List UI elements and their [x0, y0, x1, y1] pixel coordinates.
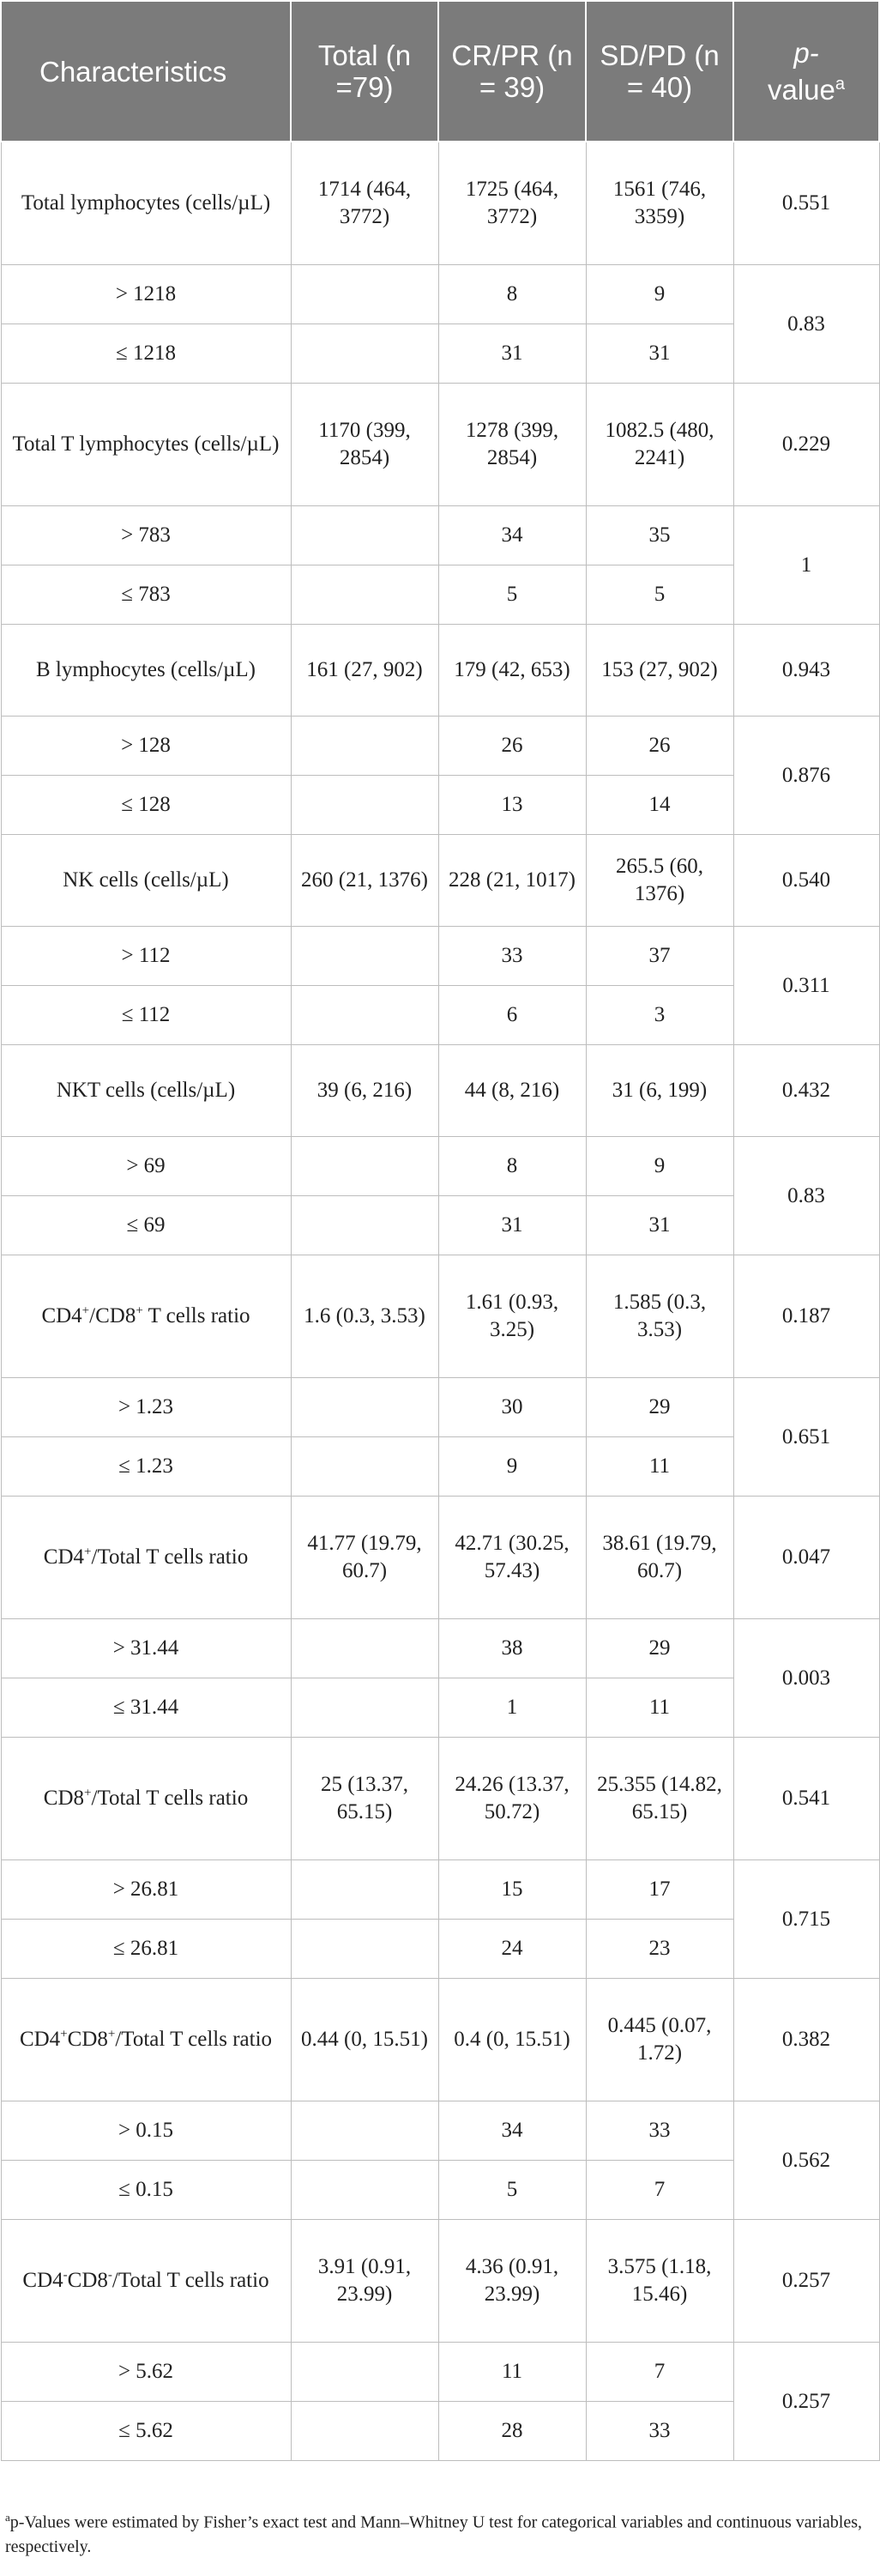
cell-total [291, 1678, 438, 1738]
cell-characteristic [1, 2161, 291, 2220]
cell-total [291, 2101, 438, 2161]
header-p-italic: p- [793, 37, 819, 69]
cell-characteristic [1, 1920, 291, 1979]
cell-sdpd: 1.585 (0.3, 3.53) [586, 1255, 733, 1378]
cell-sdpd: 11 [586, 1678, 733, 1738]
cell-total [291, 1437, 438, 1497]
cell-p-value: 0.540 [733, 835, 879, 927]
table-row [1, 835, 879, 927]
characteristic-sup: + [81, 1303, 90, 1318]
cell-characteristic [1, 1619, 291, 1678]
cell-characteristic [1, 1045, 291, 1137]
characteristic-label: > 31.44 [112, 1636, 179, 1660]
characteristic-label: > 69 [126, 1154, 166, 1177]
cell-sdpd: 0.445 (0.07, 1.72) [586, 1979, 733, 2101]
characteristic-sup: - [63, 2268, 68, 2283]
cell-characteristic [1, 2343, 291, 2402]
cell-sdpd: 1561 (746, 3359) [586, 142, 733, 265]
characteristic-label-part: /Total T cells ratio [115, 2028, 273, 2051]
cell-total [291, 2343, 438, 2402]
cell-characteristic [1, 835, 291, 927]
characteristic-label: > 783 [121, 523, 171, 547]
cell-total [291, 2402, 438, 2461]
cell-characteristic [1, 1860, 291, 1920]
cell-p-value: 0.541 [733, 1738, 879, 1860]
cell-crpr: 34 [438, 2101, 586, 2161]
cell-p-value: 0.876 [733, 717, 879, 835]
cell-sdpd: 1082.5 (480, 2241) [586, 384, 733, 506]
characteristic-label-part: CD8 [67, 2269, 108, 2292]
cell-sdpd: 265.5 (60, 1376) [586, 835, 733, 927]
cell-characteristic [1, 384, 291, 506]
table-row [1, 142, 879, 265]
table-row [1, 1255, 879, 1378]
cell-characteristic [1, 1196, 291, 1255]
cell-crpr: 1 [438, 1678, 586, 1738]
characteristic-label: > 112 [121, 944, 171, 967]
cell-total [291, 2161, 438, 2220]
cell-crpr: 8 [438, 1137, 586, 1196]
cell-total [291, 1137, 438, 1196]
cell-characteristic [1, 2220, 291, 2343]
cell-sdpd: 29 [586, 1378, 733, 1437]
cell-total: 1.6 (0.3, 3.53) [291, 1255, 438, 1378]
cell-p-value: 0.943 [733, 625, 879, 717]
characteristic-label: ≤ 128 [121, 793, 171, 816]
characteristic-label: ≤ 783 [121, 583, 171, 606]
cell-crpr: 9 [438, 1437, 586, 1497]
cell-crpr: 4.36 (0.91, 23.99) [438, 2220, 586, 2343]
table-subrow [1, 1378, 879, 1437]
cell-sdpd: 31 (6, 199) [586, 1045, 733, 1137]
characteristic-label: > 0.15 [118, 2119, 174, 2142]
cell-characteristic [1, 565, 291, 625]
cell-crpr: 228 (21, 1017) [438, 835, 586, 927]
characteristic-label-part: /Total T cells ratio [91, 1787, 249, 1810]
characteristic-label: ≤ 0.15 [118, 2178, 173, 2201]
cell-sdpd: 23 [586, 1920, 733, 1979]
cell-sdpd: 7 [586, 2343, 733, 2402]
table-body [1, 142, 879, 2461]
cell-total [291, 776, 438, 835]
cell-crpr: 31 [438, 1196, 586, 1255]
cell-total [291, 1378, 438, 1437]
characteristic-label-part: /CD8 [89, 1304, 136, 1327]
cell-total [291, 265, 438, 324]
header-characteristics: Characteristics [1, 1, 291, 142]
table-subrow [1, 506, 879, 565]
cell-crpr: 1725 (464, 3772) [438, 142, 586, 265]
cell-crpr: 28 [438, 2402, 586, 2461]
cell-characteristic [1, 2402, 291, 2461]
cell-p-value: 0.257 [733, 2220, 879, 2343]
characteristic-label-part: CD8 [67, 2028, 108, 2051]
header-p-value [733, 1, 879, 142]
characteristic-label-part: T cells ratio [142, 1304, 250, 1327]
cell-characteristic [1, 142, 291, 265]
header-crpr: CR/PR (n = 39) [438, 1, 586, 142]
characteristic-sup: + [136, 1303, 143, 1318]
cell-total [291, 565, 438, 625]
table-subrow [1, 1619, 879, 1678]
cell-crpr: 26 [438, 717, 586, 776]
cell-characteristic [1, 776, 291, 835]
cell-crpr: 179 (42, 653) [438, 625, 586, 717]
cell-p-value: 0.229 [733, 384, 879, 506]
cell-sdpd: 31 [586, 1196, 733, 1255]
cell-characteristic [1, 927, 291, 986]
cell-crpr: 24.26 (13.37, 50.72) [438, 1738, 586, 1860]
footnote-sup: a [5, 2511, 10, 2524]
cell-characteristic [1, 324, 291, 384]
cell-p-value: 1 [733, 506, 879, 625]
characteristic-label-part: /Total T cells ratio [91, 1545, 249, 1569]
cell-p-value: 0.432 [733, 1045, 879, 1137]
cell-crpr: 33 [438, 927, 586, 986]
characteristic-label-part: CD4 [43, 1545, 85, 1569]
cell-sdpd: 38.61 (19.79, 60.7) [586, 1497, 733, 1619]
characteristic-label: ≤ 31.44 [112, 1696, 179, 1719]
characteristic-label: B lymphocytes (cells/µL) [35, 658, 256, 681]
characteristic-label: ≤ 26.81 [112, 1937, 179, 1960]
characteristic-sup: + [84, 1786, 92, 1800]
characteristic-label: ≤ 112 [121, 1003, 171, 1026]
cell-crpr: 13 [438, 776, 586, 835]
characteristic-label: > 128 [121, 734, 171, 757]
characteristic-label: > 5.62 [118, 2360, 174, 2383]
cell-characteristic [1, 1678, 291, 1738]
cell-total [291, 506, 438, 565]
cell-sdpd: 7 [586, 2161, 733, 2220]
cell-sdpd: 3.575 (1.18, 15.46) [586, 2220, 733, 2343]
characteristic-label: ≤ 1218 [116, 342, 176, 365]
cell-sdpd: 11 [586, 1437, 733, 1497]
characteristic-label: ≤ 69 [126, 1213, 166, 1237]
cell-total [291, 324, 438, 384]
characteristic-label-part: /Total T cells ratio [112, 2269, 269, 2292]
header-p-sup: a [835, 75, 845, 94]
cell-total [291, 1920, 438, 1979]
table-row [1, 1979, 879, 2101]
cell-sdpd: 33 [586, 2101, 733, 2161]
cell-total [291, 986, 438, 1045]
cell-crpr: 1278 (399, 2854) [438, 384, 586, 506]
cell-total [291, 927, 438, 986]
cell-crpr: 1.61 (0.93, 3.25) [438, 1255, 586, 1378]
cell-characteristic [1, 506, 291, 565]
cell-total [291, 717, 438, 776]
cell-sdpd: 9 [586, 1137, 733, 1196]
cell-crpr: 42.71 (30.25, 57.43) [438, 1497, 586, 1619]
cell-total: 41.77 (19.79, 60.7) [291, 1497, 438, 1619]
cell-p-value: 0.551 [733, 142, 879, 265]
cell-characteristic [1, 625, 291, 717]
characteristic-sup: + [60, 2027, 68, 2041]
cell-crpr: 5 [438, 2161, 586, 2220]
characteristic-label: > 26.81 [112, 1878, 179, 1901]
table-row [1, 1497, 879, 1619]
cell-sdpd: 26 [586, 717, 733, 776]
cell-total: 260 (21, 1376) [291, 835, 438, 927]
table-subrow [1, 2343, 879, 2402]
cell-crpr: 30 [438, 1378, 586, 1437]
table-row [1, 1738, 879, 1860]
cell-crpr: 24 [438, 1920, 586, 1979]
cell-characteristic [1, 1738, 291, 1860]
cell-crpr: 34 [438, 506, 586, 565]
characteristic-sup: - [107, 2268, 112, 2283]
cell-sdpd: 31 [586, 324, 733, 384]
cell-crpr: 8 [438, 265, 586, 324]
cell-characteristic [1, 1497, 291, 1619]
characteristic-label: NK cells (cells/µL) [63, 868, 229, 892]
table-subrow [1, 1860, 879, 1920]
characteristic-sup: + [84, 1545, 92, 1559]
cell-p-value: 0.715 [733, 1860, 879, 1979]
cell-sdpd: 5 [586, 565, 733, 625]
cell-crpr: 38 [438, 1619, 586, 1678]
cell-crpr: 6 [438, 986, 586, 1045]
cell-crpr: 15 [438, 1860, 586, 1920]
cell-crpr: 31 [438, 324, 586, 384]
cell-total: 1714 (464, 3772) [291, 142, 438, 265]
cell-characteristic [1, 1255, 291, 1378]
header-p-value-word: value [767, 74, 835, 106]
cell-characteristic [1, 265, 291, 324]
cell-total: 3.91 (0.91, 23.99) [291, 2220, 438, 2343]
cell-sdpd: 14 [586, 776, 733, 835]
cell-total [291, 1196, 438, 1255]
cell-sdpd: 33 [586, 2402, 733, 2461]
table-subrow [1, 2101, 879, 2161]
cell-crpr: 0.4 (0, 15.51) [438, 1979, 586, 2101]
cell-total: 25 (13.37, 65.15) [291, 1738, 438, 1860]
cell-characteristic [1, 1979, 291, 2101]
characteristic-label-part: CD4 [19, 2028, 61, 2051]
cell-sdpd: 35 [586, 506, 733, 565]
characteristic-label: ≤ 1.23 [118, 1454, 173, 1478]
cell-crpr: 44 (8, 216) [438, 1045, 586, 1137]
characteristic-label: ≤ 5.62 [118, 2419, 173, 2442]
cell-characteristic [1, 1378, 291, 1437]
cell-crpr: 11 [438, 2343, 586, 2402]
characteristic-label-part: CD4 [41, 1304, 82, 1327]
cell-p-value: 0.83 [733, 265, 879, 384]
header-sdpd: SD/PD (n = 40) [586, 1, 733, 142]
cell-characteristic [1, 986, 291, 1045]
characteristic-label-part: CD4 [22, 2269, 63, 2292]
cell-sdpd: 37 [586, 927, 733, 986]
cell-total: 1170 (399, 2854) [291, 384, 438, 506]
cell-sdpd: 153 (27, 902) [586, 625, 733, 717]
cell-p-value: 0.562 [733, 2101, 879, 2220]
cell-p-value: 0.187 [733, 1255, 879, 1378]
cell-sdpd: 17 [586, 1860, 733, 1920]
table-subrow [1, 1137, 879, 1196]
cell-sdpd: 29 [586, 1619, 733, 1678]
table-row [1, 2220, 879, 2343]
table-subrow [1, 717, 879, 776]
cell-characteristic [1, 1137, 291, 1196]
characteristic-label: Total T lymphocytes (cells/µL) [12, 432, 280, 456]
footnote-text: p-Values were estimated by Fisher’s exact test and Mann–Whitney U test for categorical variables and continuous variables, respectively. [5, 2513, 862, 2556]
footnote [5, 2506, 873, 2559]
cell-sdpd: 25.355 (14.82, 65.15) [586, 1738, 733, 1860]
header-row [1, 1, 879, 142]
cell-p-value: 0.651 [733, 1378, 879, 1497]
cell-p-value: 0.003 [733, 1619, 879, 1738]
table-subrow [1, 927, 879, 986]
table-row [1, 1045, 879, 1137]
cell-total: 0.44 (0, 15.51) [291, 1979, 438, 2101]
table-row [1, 625, 879, 717]
cell-total [291, 1619, 438, 1678]
cell-characteristic [1, 2101, 291, 2161]
characteristic-label: NKT cells (cells/µL) [56, 1079, 236, 1102]
cell-total [291, 1860, 438, 1920]
table-subrow [1, 265, 879, 324]
cell-p-value: 0.047 [733, 1497, 879, 1619]
cell-sdpd: 3 [586, 986, 733, 1045]
cell-p-value: 0.382 [733, 1979, 879, 2101]
cell-crpr: 5 [438, 565, 586, 625]
cell-total: 161 (27, 902) [291, 625, 438, 717]
cell-p-value: 0.311 [733, 927, 879, 1045]
cell-p-value: 0.83 [733, 1137, 879, 1255]
characteristic-label: > 1218 [115, 282, 177, 305]
cell-characteristic [1, 1437, 291, 1497]
characteristic-sup: + [107, 2027, 116, 2041]
characteristic-label-part: CD8 [43, 1787, 85, 1810]
cell-total: 39 (6, 216) [291, 1045, 438, 1137]
cell-p-value: 0.257 [733, 2343, 879, 2461]
characteristic-label: > 1.23 [118, 1395, 174, 1418]
characteristic-label: Total lymphocytes (cells/µL) [21, 191, 271, 215]
cell-sdpd: 9 [586, 265, 733, 324]
cell-characteristic [1, 717, 291, 776]
table-row [1, 384, 879, 506]
header-total: Total (n =79) [291, 1, 438, 142]
